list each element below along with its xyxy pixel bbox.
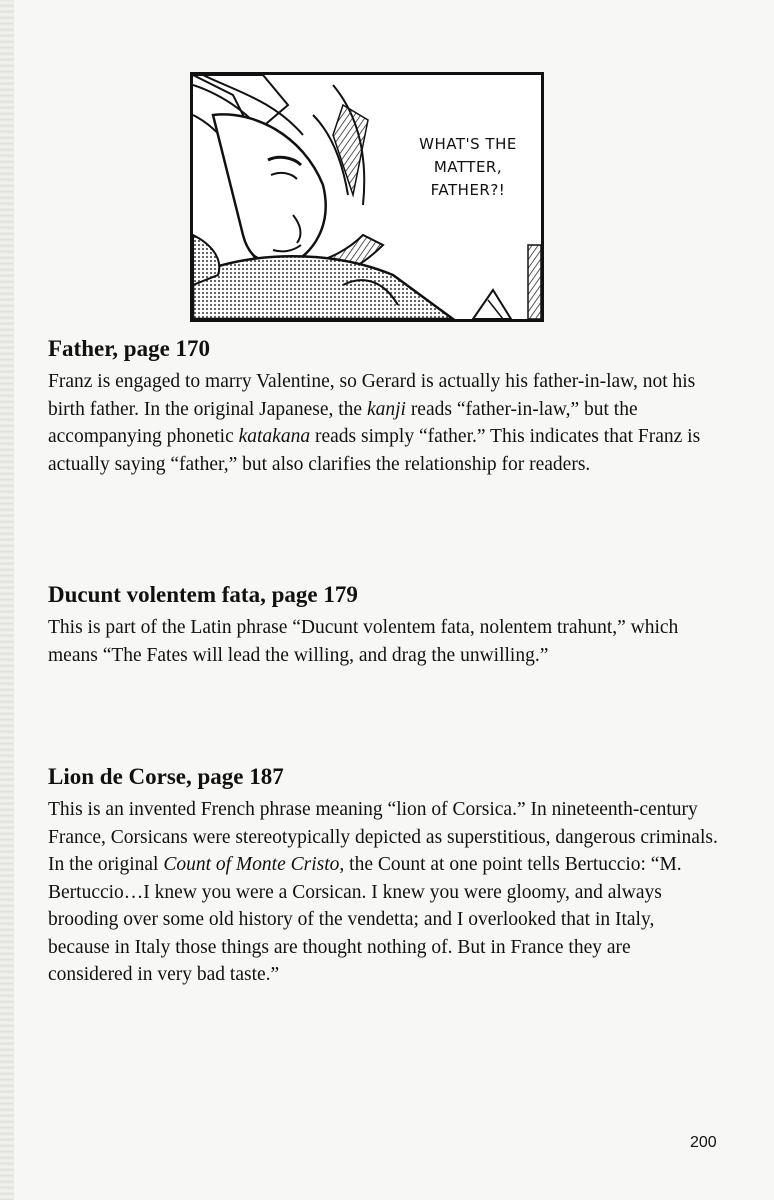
text-run: reads simply “father.” This indicates that Franz is actually saying “father,” but also clarifies the relationship for readers.	[48, 426, 701, 475]
note-ducunt	[48, 580, 718, 669]
page-number: 200	[690, 1134, 717, 1151]
note-heading: Lion de Corse, page 187	[48, 764, 284, 789]
note-lion-de-corse	[48, 762, 718, 989]
speech-line: WHAT'S THE	[419, 135, 517, 153]
note-body	[48, 614, 718, 669]
text-run: This is part of the Latin phrase “Ducunt volentem fata, nolentem trahunt,” which means “The Fates will lead the willing, and drag the unwilling.”	[48, 617, 679, 666]
speech-line: FATHER?!	[430, 181, 506, 199]
note-father	[48, 334, 718, 478]
italic-run: kanji	[366, 398, 406, 420]
speech-line: MATTER,	[433, 158, 503, 176]
page-edge	[0, 0, 14, 1200]
manga-panel	[190, 72, 544, 322]
note-heading: Father, page 170	[48, 336, 211, 361]
note-body	[48, 796, 718, 989]
speech-bubble	[398, 133, 538, 202]
text-run: , the Count at one point tells Bertuccio: “M. Bertuccio…I knew you were a Corsican. I knew you were gloomy, and always brooding over some old history of the vendetta; and I overlooked that in Italy, because in Italy those things are thought nothing of. But in France they are considered in very bad taste.”	[48, 854, 682, 985]
text-run: This is an invented French phrase meaning “lion of Corsica.” In nineteenth-century France, Corsicans were stereotypically depicted as superstitious, dangerous criminals. In the original	[48, 799, 718, 875]
note-heading: Ducunt volentem fata, page 179	[48, 582, 358, 607]
italic-run: katakana	[238, 426, 311, 447]
note-body	[48, 368, 718, 478]
text-run: reads “father-in-law,” but the accompanying phonetic	[48, 398, 638, 447]
text-run: Franz is engaged to marry Valentine, so Gerard is actually his father-in-law, not his birth father. In the original Japanese, the	[48, 371, 696, 420]
italic-run: Count of Monte Cristo	[163, 854, 340, 875]
